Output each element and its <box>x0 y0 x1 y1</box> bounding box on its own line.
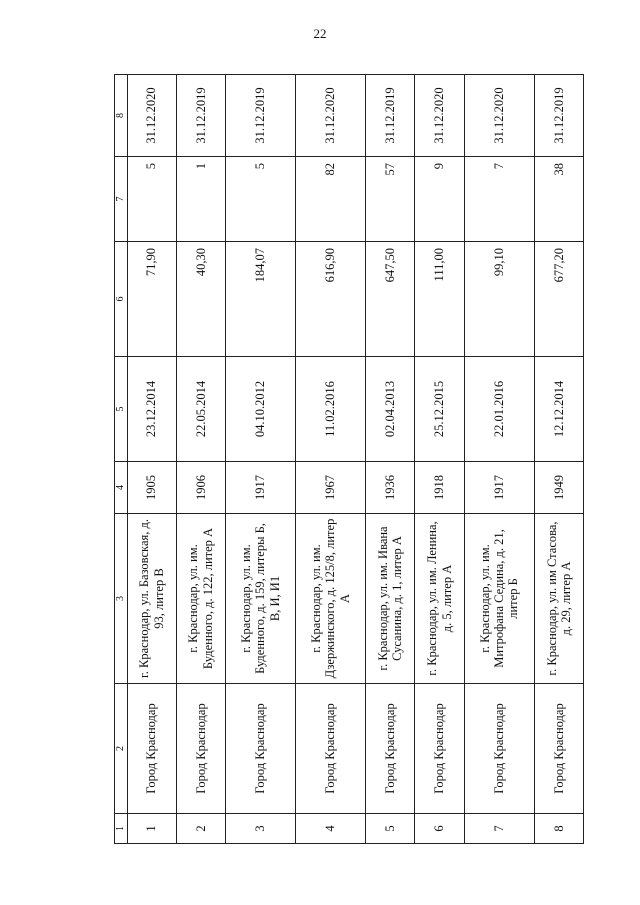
date-cell: 04.10.2012 <box>225 357 295 462</box>
row-number-cell: 4 <box>296 814 366 844</box>
area-cell: 71,90 <box>127 242 176 357</box>
municipality-cell: Город Краснодар <box>296 684 366 814</box>
header-cell: 6 <box>115 242 128 357</box>
table-row <box>415 75 464 844</box>
date-cell: 02.04.2013 <box>366 357 415 462</box>
address-cell: г. Краснодар, ул. им Стасова, д. 29, литер А <box>534 514 583 684</box>
address-cell: г. Краснодар, ул. им. Буденного, д. 122, литер А <box>176 514 225 684</box>
area-cell: 111,00 <box>415 242 464 357</box>
row-number-cell: 7 <box>464 814 534 844</box>
date-cell: 23.12.2014 <box>127 357 176 462</box>
table-row <box>176 75 225 844</box>
municipality-cell: Город Краснодар <box>127 684 176 814</box>
municipality-cell: Город Краснодар <box>366 684 415 814</box>
area-cell: 99,10 <box>464 242 534 357</box>
year-cell: 1917 <box>464 462 534 514</box>
row-number-cell: 2 <box>176 814 225 844</box>
header-cell: 1 <box>115 814 128 844</box>
table-wrapper <box>114 75 584 844</box>
housing-table <box>114 74 584 844</box>
address-cell: г. Краснодар, ул. им. Митрофана Седина, д. 21, литер Б <box>464 514 534 684</box>
table-row <box>127 75 176 844</box>
row-number-cell: 5 <box>366 814 415 844</box>
year-cell: 1949 <box>534 462 583 514</box>
deadline-cell: 31.12.2019 <box>534 75 583 157</box>
deadline-cell: 31.12.2020 <box>415 75 464 157</box>
year-cell: 1906 <box>176 462 225 514</box>
page-number: 22 <box>313 26 327 41</box>
residents-cell: 57 <box>366 157 415 242</box>
date-cell: 25.12.2015 <box>415 357 464 462</box>
row-number-cell: 3 <box>225 814 295 844</box>
deadline-cell: 31.12.2020 <box>296 75 366 157</box>
municipality-cell: Город Краснодар <box>464 684 534 814</box>
area-cell: 677,20 <box>534 242 583 357</box>
year-cell: 1917 <box>225 462 295 514</box>
year-cell: 1905 <box>127 462 176 514</box>
table-row <box>296 75 366 844</box>
header-cell: 3 <box>115 514 128 684</box>
deadline-cell: 31.12.2019 <box>176 75 225 157</box>
table-row <box>366 75 415 844</box>
residents-cell: 38 <box>534 157 583 242</box>
address-cell: г. Краснодар, ул. им. Ленина, д. 5, литер А <box>415 514 464 684</box>
date-cell: 22.01.2016 <box>464 357 534 462</box>
date-cell: 12.12.2014 <box>534 357 583 462</box>
area-cell: 184,07 <box>225 242 295 357</box>
area-cell: 647,50 <box>366 242 415 357</box>
area-cell: 40,30 <box>176 242 225 357</box>
residents-cell: 5 <box>225 157 295 242</box>
year-cell: 1936 <box>366 462 415 514</box>
address-cell: г. Краснодар, ул. Базовская, д. 93, литер В <box>127 514 176 684</box>
header-row <box>115 75 128 844</box>
table-row <box>225 75 295 844</box>
row-number-cell: 1 <box>127 814 176 844</box>
deadline-cell: 31.12.2020 <box>464 75 534 157</box>
year-cell: 1918 <box>415 462 464 514</box>
deadline-cell: 31.12.2019 <box>225 75 295 157</box>
municipality-cell: Город Краснодар <box>534 684 583 814</box>
header-cell: 4 <box>115 462 128 514</box>
residents-cell: 7 <box>464 157 534 242</box>
table-row <box>464 75 534 844</box>
header-cell: 8 <box>115 75 128 157</box>
header-cell: 7 <box>115 157 128 242</box>
municipality-cell: Город Краснодар <box>225 684 295 814</box>
year-cell: 1967 <box>296 462 366 514</box>
row-number-cell: 8 <box>534 814 583 844</box>
residents-cell: 5 <box>127 157 176 242</box>
residents-cell: 1 <box>176 157 225 242</box>
area-cell: 616,90 <box>296 242 366 357</box>
date-cell: 22.05.2014 <box>176 357 225 462</box>
address-cell: г. Краснодар, ул. им. Буденного, д. 159, литеры Б, В, И, И1 <box>225 514 295 684</box>
table-row <box>534 75 583 844</box>
municipality-cell: Город Краснодар <box>176 684 225 814</box>
address-cell: г. Краснодар, ул. им. Ивана Сусанина, д. 1, литер А <box>366 514 415 684</box>
address-cell: г. Краснодар, ул. им. Дзержинского, д. 125/8, литер А <box>296 514 366 684</box>
header-cell: 2 <box>115 684 128 814</box>
rotated-table-container <box>114 75 584 844</box>
residents-cell: 82 <box>296 157 366 242</box>
deadline-cell: 31.12.2019 <box>366 75 415 157</box>
municipality-cell: Город Краснодар <box>415 684 464 814</box>
row-number-cell: 6 <box>415 814 464 844</box>
deadline-cell: 31.12.2020 <box>127 75 176 157</box>
residents-cell: 9 <box>415 157 464 242</box>
header-cell: 5 <box>115 357 128 462</box>
date-cell: 11.02.2016 <box>296 357 366 462</box>
